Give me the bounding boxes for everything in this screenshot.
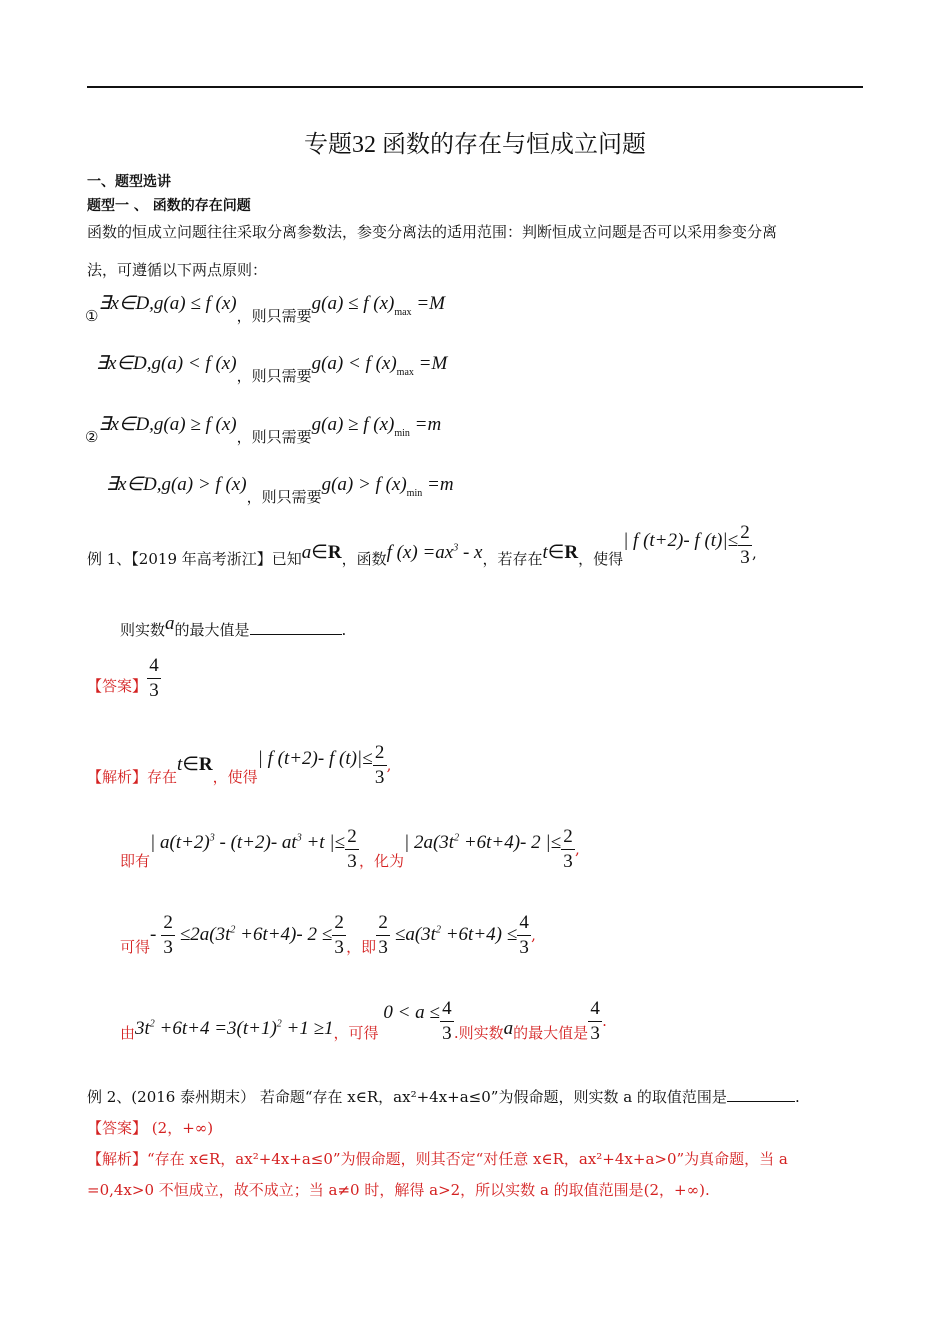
rule-2-b: ∃x∈D,g(a) > f (x)，则只需要g(a) > f $(x)_{min} =m$ — [106, 474, 454, 506]
example-1-line2: 则实数a的最大值是 . — [120, 613, 347, 639]
rule-1-a: ①∃x∈D,g(a) ≤ f (x)，则只需要g(a) ≤ f $(x)_{max} =M$ — [85, 293, 445, 325]
intro-line-1: 函数的恒成立问题往往采取分离参数法，参变分离法的适用范围：判断恒成立问题是否可以采用参变分离 — [87, 223, 778, 241]
analysis-1: 【解析】存在t∈R，使得| f (t+2)- f (t)|≤ $\frac{2}{3}$ , — [87, 742, 392, 788]
analysis-2: 即有| $a(t+2)^3 - (t+2)-$ $at^3 +t$ |≤ $\frac{2}{3}$ ，化为| $2a(3t^2 +6t+4)-$ 2 |≤ $\frac{2}{3}$ , — [120, 826, 580, 872]
section-heading: 一、题型选讲 — [87, 174, 171, 190]
circled-one: ① — [85, 307, 99, 325]
answer-blank-2 — [727, 1087, 795, 1102]
intro-line-2: 法，可遵循以下两点原则： — [87, 261, 268, 279]
answer-2: 【答案】 (2，+∞) — [87, 1119, 214, 1137]
page-title: 专题32 函数的存在与恒成立问题 — [304, 132, 646, 158]
analysis-2-line2: =0,4x>0 不恒成立，故不成立；当 a≠0 时，解得 a>2，所以实数 a 的取值范围是(2，+∞). — [87, 1181, 710, 1199]
rule-2-a: ②∃x∈D,g(a) ≥ f (x)，则只需要g(a) ≥ f $(x)_{min} =m$ — [85, 414, 442, 446]
example-2: 例 2、(2016 泰州期末） 若命题“存在 x∈R，ax²+4x+a≤0”为假命题，则实数 a 的取值范围是 . — [87, 1088, 800, 1106]
analysis-2-line1: 【解析】“存在 x∈R，ax²+4x+a≤0”为假命题，则其否定“对任意 x∈R，ax²+4x+a>0”为真命题，当 a — [87, 1150, 788, 1168]
circled-two: ② — [85, 428, 99, 446]
rule-1-b: ∃x∈D,g(a) < f (x)，则只需要g(a) < f $(x)_{max} =M$ — [96, 353, 448, 385]
answer-1: 【答案】 $\frac{4}{3}$ — [87, 655, 161, 702]
header-rule — [87, 86, 863, 88]
analysis-4: 由$3t^2 +6t+4 =3(t+1)^2 +1 \ge 1$，可得 0 < a ≤ $\frac{4}{3}$ .则实数a的最大值是 $\frac{4}{3}$ . — [120, 998, 607, 1044]
type-heading: 题型一 、 函数的存在问题 — [87, 198, 251, 214]
answer-blank — [250, 620, 342, 635]
example-1: 例 1、【2019 年高考浙江】已知a∈R，函数f $(x) =ax^3 - x$，若存在t∈R，使得| f (t+2)- f (t)|≤ $\frac{2}{3}$ , — [87, 522, 757, 568]
analysis-3: 可得- $\frac{2}{3}$ $\le 2a(3t^2 +6t+4)-$ 2 ≤ $\frac{2}{3}$ ，即 $\frac{2}{3}$ $\le a(3t^2 +6t+4)$ ≤ $\frac{4}{3}$ , — [120, 912, 536, 958]
